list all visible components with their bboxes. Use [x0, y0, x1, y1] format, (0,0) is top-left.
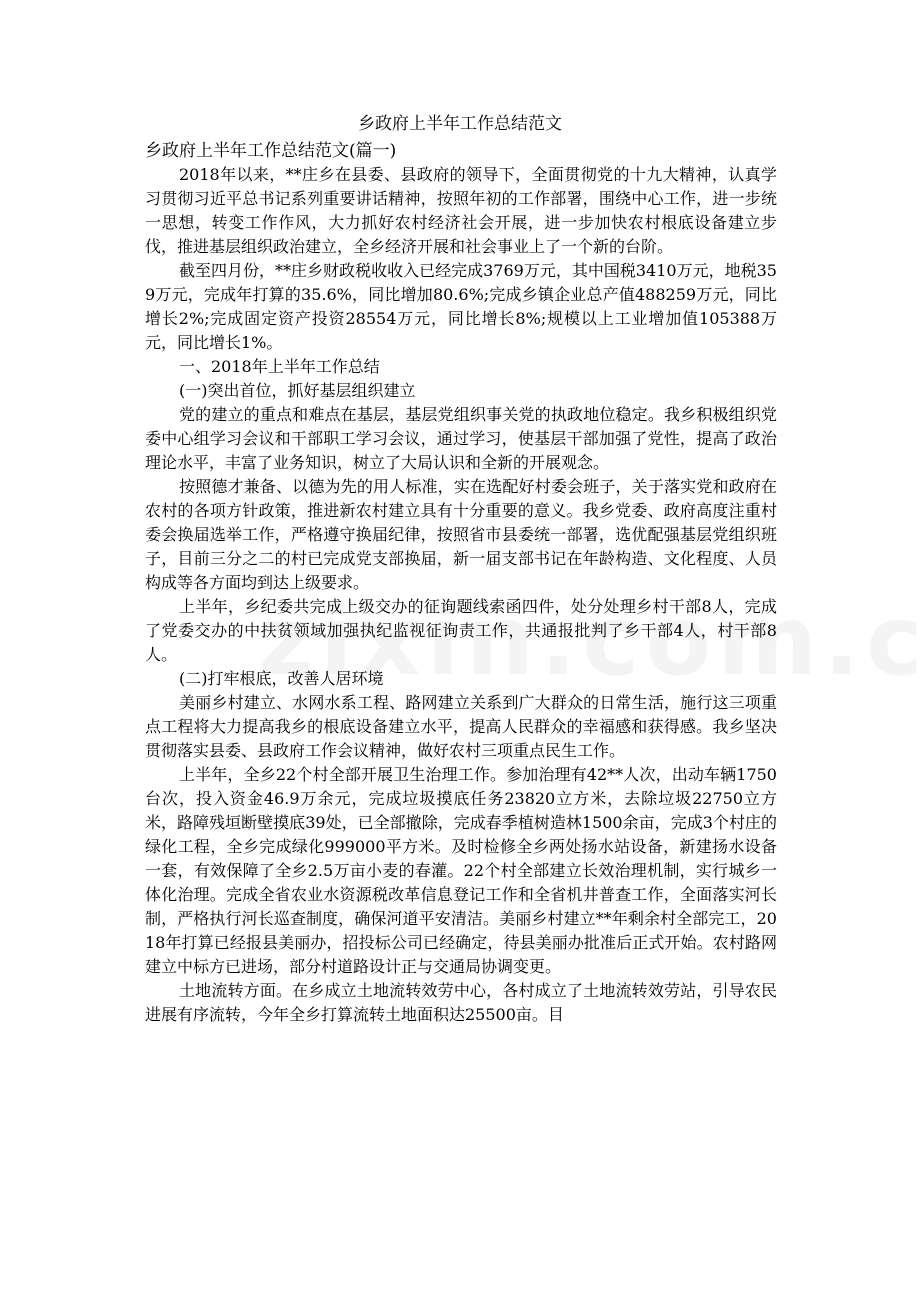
document-subtitle: 乡政府上半年工作总结范文(篇一): [145, 141, 397, 161]
subsection-heading: (一)突出首位，抓好基层组织建立: [179, 381, 416, 400]
subsection-heading: (二)打牢根底，改善人居环境: [179, 669, 384, 688]
body-paragraph: 土地流转方面。在乡成立土地流转效劳中心，各村成立了土地流转效劳站，引导农民进展有序流转，今年全乡打算流转土地面积达25500亩。目: [145, 981, 777, 1024]
body-paragraph: 美丽乡村建立、水网水系工程、路网建立关系到广大群众的日常生活，施行这三项重点工程将大力提高我乡的根底设备建立水平，提高人民群众的幸福感和获得感。我乡坚决贯彻落实县委、县政府工作会议精神，做好农村三项重点民生工作。: [145, 693, 777, 760]
body-paragraph: 上半年，乡纪委共完成上级交办的征询题线索函四件，处分处理乡村干部8人，完成了党委交办的中扶贫领域加强执纪监视征询责工作，共通报批判了乡干部4人，村干部8人。: [145, 597, 777, 664]
finance-paragraph: 截至四月份，**庄乡财政税收收入已经完成3769万元，其中国税3410万元，地税359万元，完成年打算的35.6%，同比增加80.6%;完成乡镇企业总产值488259万元，同比增长2%;完成固定资产投资28554万元，同比增长8%;规模以上工业增加值105388万元，同比增长1%。: [145, 261, 777, 352]
body-paragraph: 上半年，全乡22个村全部开展卫生治理工作。参加治理有42**人次，出动车辆1750台次，投入资金46.9万余元，完成垃圾摸底任务23820立方米，去除垃圾22750立方米，路障残垣断壁摸底39处，已全部撤除，完成春季植树造林1500余亩，完成3个村庄的绿化工程，全乡完成绿化999000平方米。及时检修全乡两处扬水站设备，新建扬水设备一套，有效保障了全乡2.5万亩小麦的春灌。22个村全部建立长效治理机制，实行城乡一体化治理。完成全省农业水资源税改革信息登记工作和全省机井普查工作，全面落实河长制，严格执行河长巡查制度，确保河道平安清洁。美丽乡村建立**年剩余村全部完工，2018年打算已经报县美丽办，招投标公司已经确定，待县美丽办批准后正式开始。农村路网建立中标方已进场，部分村道路设计正与交通局协调变更。: [145, 765, 777, 976]
document-title: 乡政府上半年工作总结范文: [358, 114, 562, 134]
section-heading: 一、2018年上半年工作总结: [179, 357, 380, 376]
intro-paragraph: 2018年以来，**庄乡在县委、县政府的领导下，全面贯彻党的十九大精神，认真学习贯彻习近平总书记系列重要讲话精神，按照年初的工作部署，围绕中心工作，进一步统一思想，转变工作作风，大力抓好农村经济社会开展，进一步加快农村根底设备建立步伐，推进基层组织政治建立，全乡经济开展和社会事业上了一个新的台阶。: [145, 165, 777, 256]
body-paragraph: 党的建立的重点和难点在基层，基层党组织事关党的执政地位稳定。我乡积极组织党委中心组学习会议和干部职工学习会议，通过学习，使基层干部加强了党性，提高了政治理论水平，丰富了业务知识，树立了大局认识和全新的开展观念。: [145, 405, 777, 472]
body-paragraph: 按照德才兼备、以德为先的用人标准，实在选配好村委会班子，关于落实党和政府在农村的各项方针政策，推进新农村建立具有十分重要的意义。我乡党委、政府高度注重村委会换届选举工作，严格遵守换届纪律，按照省市县委统一部署，选优配强基层党组织班子，目前三分之二的村已完成党支部换届，新一届支部书记在年龄构造、文化程度、人员构成等各方面均到达上级要求。: [145, 477, 777, 592]
